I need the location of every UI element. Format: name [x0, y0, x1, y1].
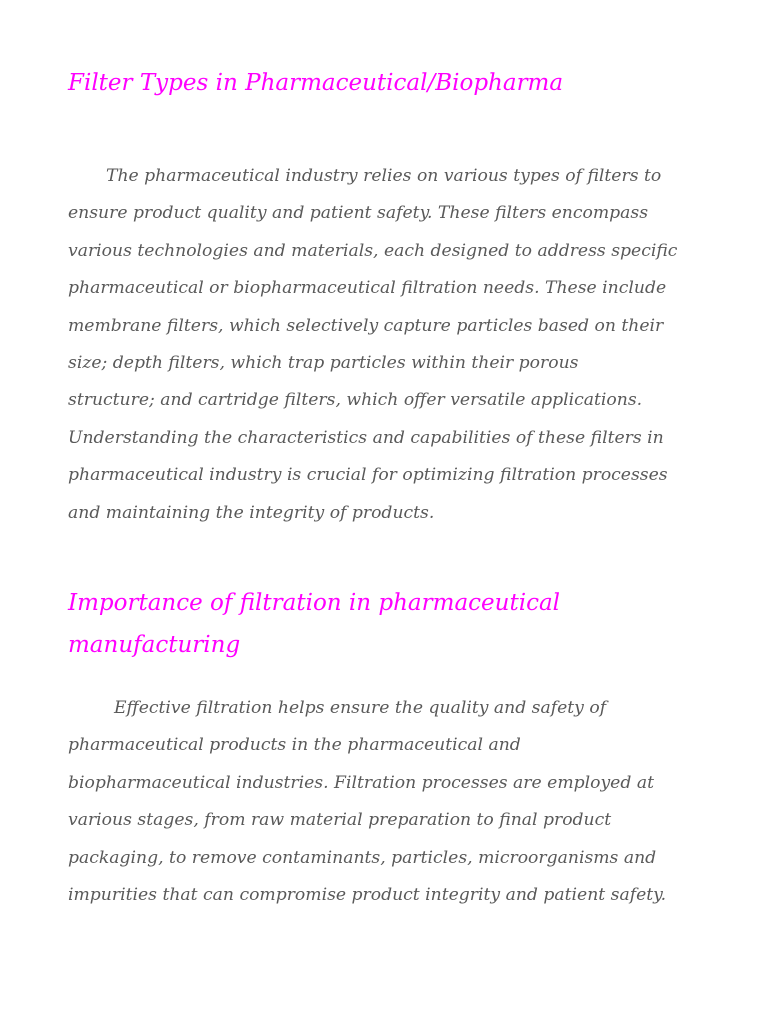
paragraph-line: size; depth filters, which trap particles within their porous — [68, 353, 579, 374]
paragraph-line: Effective filtration helps ensure the quality and safety of — [114, 698, 607, 718]
paragraph-line: impurities that can compromise product integrity and patient safety. — [68, 885, 667, 906]
paragraph-importance-of-filtration — [68, 690, 708, 914]
section-heading-filter-types: Filter Types in Pharmaceutical/Biopharma — [68, 70, 564, 96]
heading-line: Importance of filtration in pharmaceutical — [68, 590, 561, 616]
paragraph-line: Understanding the characteristics and capabilities of these filters in — [68, 427, 664, 448]
paragraph-line: packaging, to remove contaminants, particles, microorganisms and — [68, 847, 657, 868]
paragraph-line: pharmaceutical industry is crucial for optimizing filtration processes — [68, 465, 668, 486]
paragraph-line: various technologies and materials, each designed to address specific — [68, 240, 678, 261]
heading-line: manufacturing — [68, 632, 241, 658]
paragraph-line: structure; and cartridge filters, which offer versatile applications. — [68, 390, 643, 411]
paragraph-line: pharmaceutical or biopharmaceutical filtration needs. These include — [68, 278, 667, 299]
paragraph-filter-types — [68, 158, 708, 532]
paragraph-line: pharmaceutical products in the pharmaceutical and — [68, 735, 521, 756]
paragraph-line: membrane filters, which selectively capture particles based on their — [68, 315, 664, 336]
paragraph-line: ensure product quality and patient safety. These filters encompass — [68, 203, 649, 224]
section-heading-importance-of-filtration — [68, 582, 708, 666]
paragraph-line: and maintaining the integrity of products. — [68, 502, 435, 523]
paragraph-line: various stages, from raw material preparation to final product — [68, 810, 612, 831]
paragraph-line: biopharmaceutical industries. Filtration processes are employed at — [68, 772, 654, 793]
paragraph-line: The pharmaceutical industry relies on various types of filters to — [106, 166, 662, 186]
